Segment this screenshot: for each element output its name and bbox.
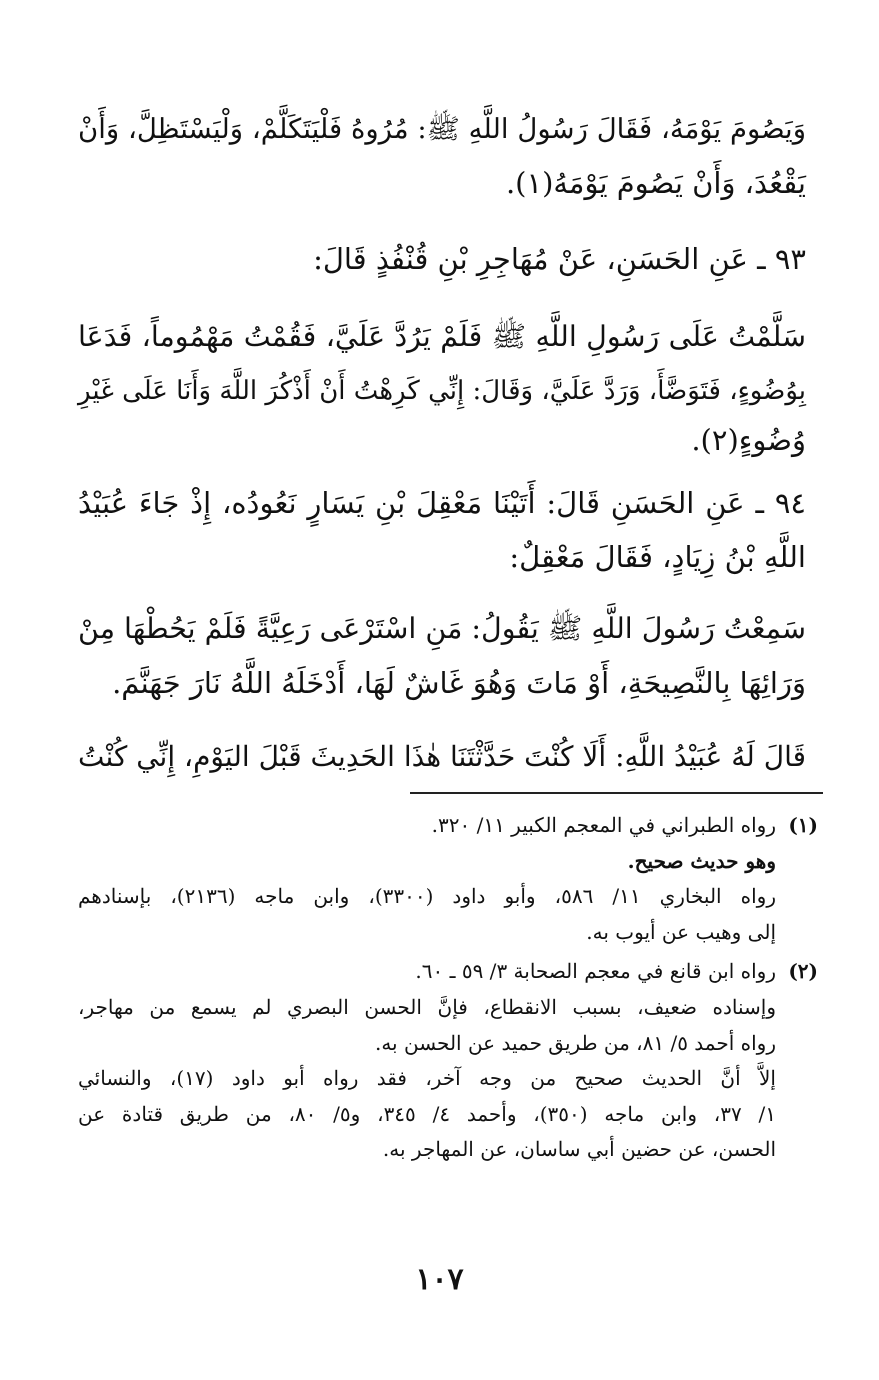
footnote-1 — [78, 808, 818, 950]
text-line: بِوُضُوءٍ، فَتَوَضَّأَ، وَرَدَّ عَلَيَّ، وَقَالَ: إِنِّي كَرِهْتُ أَنْ أَذْكُرَ اللَّهَ وَأَنَا عَلَى غَيْرِ — [78, 376, 806, 406]
text-line: سَمِعْتُ رَسُولَ اللَّهِ ﷺ يَقُولُ: مَنِ اسْتَرْعَى رَعِيَّةً فَلَمْ يَحُطْهَا مِنْ — [78, 612, 806, 645]
footnote-line: إلى وهيب عن أيوب به. — [586, 919, 776, 944]
page-number: ١٠٧ — [415, 1262, 464, 1297]
text-line: ٩٣ ـ عَنِ الحَسَنِ، عَنْ مُهَاجِرِ بْنِ قُنْفُذٍ قَالَ: — [313, 242, 806, 276]
footnote-line: رواه الطبراني في المعجم الكبير ١١/ ٣٢٠. — [431, 813, 776, 837]
footnote-line: الحسن، عن حضين أبي ساسان، عن المهاجر به. — [382, 1137, 776, 1162]
footnote-line: رواه أحمد ٥/ ٨١، من طريق حميد عن الحسن به. — [374, 1030, 776, 1055]
hadith-94-continuation — [78, 730, 806, 784]
main-text — [78, 102, 806, 784]
text-line: ٩٤ ـ عَنِ الحَسَنِ قَالَ: أَتَيْنَا مَعْقِلَ بْنِ يَسَارٍ نَعُودُه، إِذْ جَاءَ عُبَيْدُ — [78, 486, 806, 520]
text-line: وُضُوءٍ(٢). — [691, 423, 806, 457]
hadith-94-heading — [78, 476, 806, 584]
footnote-line: ١/ ٣٧، وابن ماجه (٣٥٠)، وأحمد ٤/ ٣٤٥، و٥/ ٨٠، من طريق قتادة عن — [78, 1101, 776, 1126]
footnote-line: وإسناده ضعيف، بسبب الانقطاع، فإنَّ الحسن البصري لم يسمع من مهاجر، — [78, 994, 776, 1019]
hadith-94-text — [78, 602, 806, 710]
text-line: وَرَائِهَا بِالنَّصِيحَةِ، أَوْ مَاتَ وَهُوَ غَاشٌ لَهَا، أَدْخَلَهُ اللَّهُ نَارَ جَهَنَّمَ. — [112, 666, 806, 700]
footnote-line: رواه البخاري ١١/ ٥٨٦، وأبو داود (٣٣٠٠)، وابن ماجه (٢١٣٦)، بإسنادهم — [78, 884, 776, 909]
text-line: سَلَّمْتُ عَلَى رَسُولِ اللَّهِ ﷺ فَلَمْ يَرُدَّ عَلَيَّ، فَقُمْتُ مَهْمُوماً، فَدَعَا — [78, 320, 806, 353]
footnotes — [78, 808, 818, 1168]
hadith-93-text — [78, 310, 806, 462]
footnote-line: إلاَّ أنَّ الحديث صحيح من وجه آخر، فقد رواه أبو داود (١٧)، والنسائي — [78, 1066, 776, 1091]
paragraph-continuation — [78, 102, 806, 210]
text-line: وَيَصُومَ يَوْمَهُ، فَقَالَ رَسُولُ اللَّهِ ﷺ: مُرُوهُ فَلْيَتَكَلَّمْ، وَلْيَسْتَظِلَّ، وَأَنْ — [78, 113, 806, 145]
hadith-93-heading — [78, 232, 806, 286]
text-line: قَالَ لَهُ عُبَيْدُ اللَّهِ: أَلَا كُنْتَ حَدَّثْتَنَا هٰذَا الحَدِيثَ قَبْلَ اليَوْمِ، إِنِّي كُنْتُ — [78, 740, 806, 773]
text-line: يَقْعُدَ، وَأَنْ يَصُومَ يَوْمَهُ(١). — [505, 166, 806, 200]
footnote-number: (٢) — [788, 959, 818, 984]
footnote-divider — [410, 792, 823, 794]
footnote-line: رواه ابن قانع في معجم الصحابة ٣/ ٥٩ ـ ٦٠. — [415, 959, 776, 984]
footnote-2 — [78, 954, 818, 1168]
text-line: اللَّهِ بْنُ زِيَادٍ، فَقَالَ مَعْقِلٌ: — [509, 540, 806, 574]
footnote-number: (١) — [788, 813, 818, 837]
footnote-line: وهو حديث صحيح. — [627, 848, 776, 873]
